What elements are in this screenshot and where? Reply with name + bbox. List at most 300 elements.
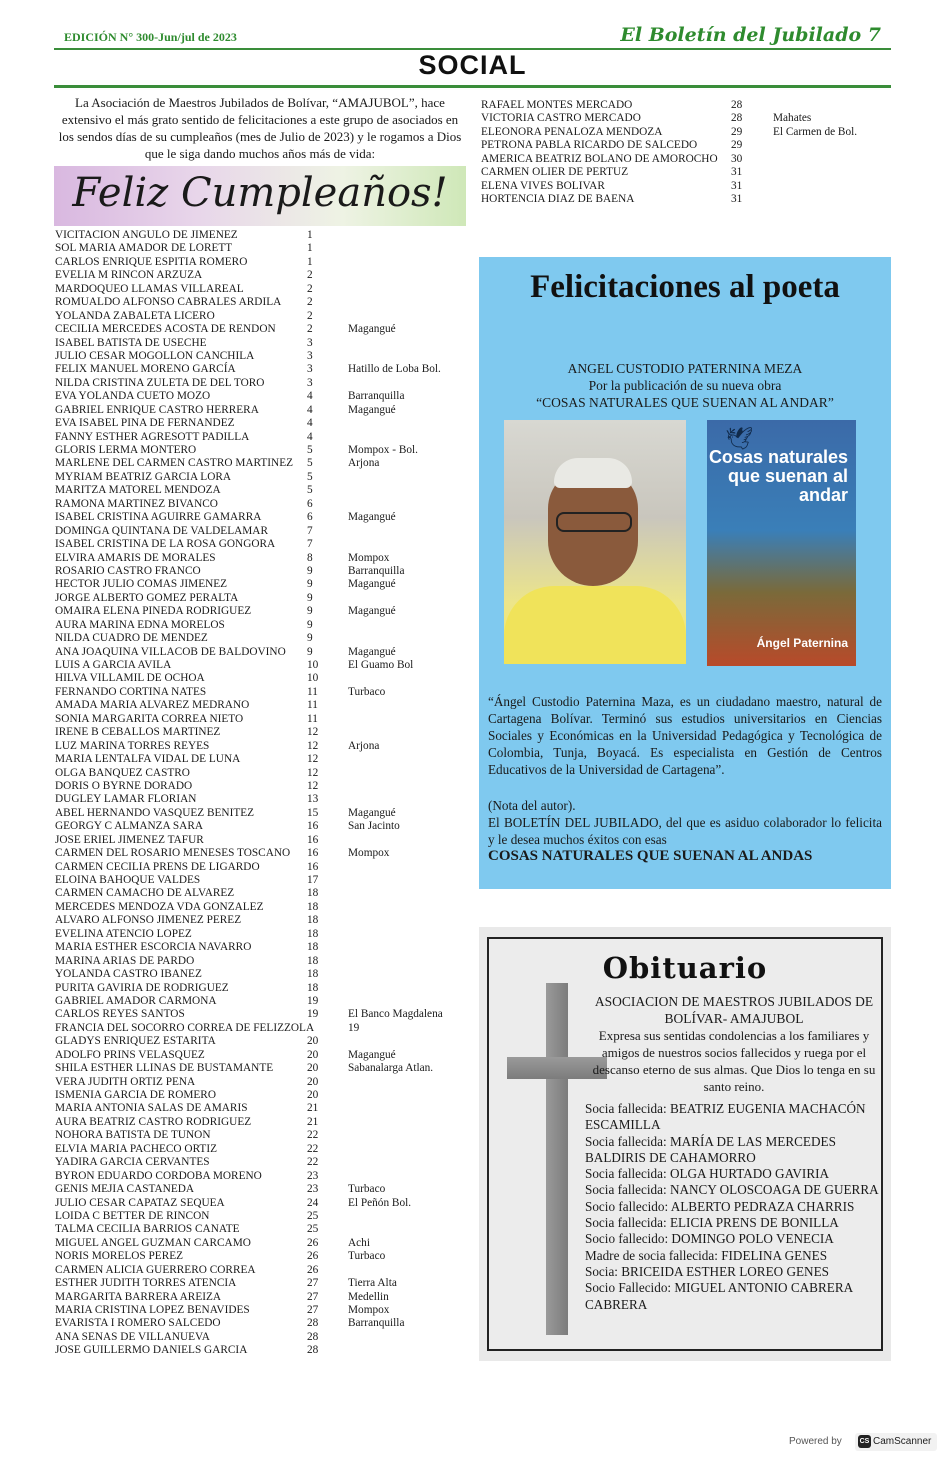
birthday-day: 25 xyxy=(307,1223,319,1236)
member-name: LUIS A GARCIA AVILA xyxy=(55,659,172,671)
birthday-day: 9 xyxy=(307,564,313,577)
member-name: CARMEN CECILIA PRENS DE LIGARDO xyxy=(55,860,260,873)
birthday-row xyxy=(55,941,475,954)
birthday-day: 28 xyxy=(731,99,743,111)
obituary-list xyxy=(585,1101,881,1313)
camscanner-badge xyxy=(855,1433,937,1451)
birthday-day: 11 xyxy=(307,712,318,725)
birthday-place: Mompox - Bol. xyxy=(348,444,418,456)
member-name: MERCEDES MENDOZA VDA GONZALEZ xyxy=(55,900,264,913)
birthday-row xyxy=(55,767,475,780)
birthday-row xyxy=(55,377,475,390)
poet-title: Felicitaciones al poeta xyxy=(530,269,840,305)
birthday-place: Arjona xyxy=(348,739,380,752)
member-name: FELIX MANUEL MORENO GARCÍA xyxy=(55,363,236,376)
birthday-row xyxy=(55,1291,475,1304)
member-name: ISABEL CRISTINA AGUIRRE GAMARRA xyxy=(55,511,262,524)
birthday-row xyxy=(55,1331,475,1344)
member-name: MARIA ANTONIA SALAS DE AMARIS xyxy=(55,1102,248,1115)
birthday-row xyxy=(55,619,475,632)
member-name: JOSE GUILLERMO DANIELS GARCIA xyxy=(55,1344,248,1357)
obituary-entry: Socia fallecida: OLGA HURTADO GAVIRIA xyxy=(585,1166,830,1182)
birthday-day: 28 xyxy=(307,1344,319,1357)
birthday-row xyxy=(55,659,475,672)
birthday-day: 9 xyxy=(307,605,313,618)
birthday-row xyxy=(55,1344,475,1357)
birthday-row xyxy=(55,1183,475,1196)
birthday-place: El Guamo Bol xyxy=(348,659,414,671)
poet-subtitle: Por la publicación de su nueva obra xyxy=(588,378,782,393)
birthday-row xyxy=(55,1237,475,1250)
banner-text: Feliz Cumpleaños! xyxy=(72,170,448,216)
member-name: ROSARIO CASTRO FRANCO xyxy=(55,564,201,577)
birthday-place: Magangué xyxy=(348,403,396,416)
member-name: SOL MARIA AMADOR DE LORETT xyxy=(55,242,233,255)
birthday-day: 4 xyxy=(307,430,313,443)
birthday-row xyxy=(55,1143,475,1156)
birthday-day: 2 xyxy=(307,309,313,322)
obituary-title: Obituario xyxy=(602,951,768,985)
member-name: GABRIEL AMADOR CARMONA xyxy=(55,994,217,1007)
birthday-row xyxy=(55,310,475,323)
birthday-row xyxy=(481,153,891,166)
birthday-row xyxy=(55,646,475,659)
birthday-row xyxy=(55,350,475,363)
birthday-row xyxy=(55,578,475,591)
birthday-day: 26 xyxy=(307,1236,319,1249)
member-name: DOMINGA QUINTANA DE VALDELAMAR xyxy=(55,524,269,537)
birthday-place: Turbaco xyxy=(348,1250,386,1263)
birthday-day: 23 xyxy=(307,1169,319,1182)
birthday-day: 18 xyxy=(307,968,319,981)
birthday-day: 11 xyxy=(307,699,318,712)
member-name: MYRIAM BEATRIZ GARCIA LORA xyxy=(55,470,232,483)
birthday-day: 3 xyxy=(307,363,313,376)
birthday-day: 30 xyxy=(731,152,743,165)
member-name: ISMENIA GARCIA DE ROMERO xyxy=(55,1089,216,1101)
member-name: EVELIA M RINCON ARZUZA xyxy=(55,269,203,282)
birthday-day: 27 xyxy=(307,1290,319,1303)
birthday-place: Hatillo de Loba Bol. xyxy=(348,363,441,376)
member-name: AURA BEATRIZ CASTRO RODRIGUEZ xyxy=(55,1115,252,1128)
birthday-place: Mompox xyxy=(348,847,390,860)
birthday-row xyxy=(55,780,475,793)
member-name: EVA ISABEL PINA DE FERNANDEZ xyxy=(55,417,235,430)
birthday-row xyxy=(55,1197,475,1210)
birthday-day: 18 xyxy=(307,900,319,913)
birthday-place: Turbaco xyxy=(348,685,386,698)
poet-photo xyxy=(504,420,686,664)
birthday-row xyxy=(55,390,475,403)
birthday-day: 12 xyxy=(307,779,319,792)
member-name: BYRON EDUARDO CORDOBA MORENO xyxy=(55,1169,262,1182)
member-name: ISABEL CRISTINA DE LA ROSA GONGORA xyxy=(55,538,276,551)
birthday-day: 23 xyxy=(307,1183,319,1196)
birthday-row xyxy=(55,538,475,551)
birthday-row xyxy=(55,887,475,900)
birthday-day: 17 xyxy=(307,874,319,886)
book-title: Cosas naturales que suenan al andar xyxy=(708,447,848,505)
member-name: EVELINA ATENCIO LOPEZ xyxy=(55,927,192,940)
birthday-day: 13 xyxy=(307,793,319,806)
birthday-row xyxy=(55,699,475,712)
member-name: VERA JUDITH ORTIZ PENA xyxy=(55,1075,196,1088)
birthday-day: 28 xyxy=(307,1317,319,1330)
birthday-row xyxy=(55,457,475,470)
birthday-day: 27 xyxy=(307,1304,319,1316)
birthday-place: El Carmen de Bol. xyxy=(773,125,858,138)
birthday-day: 4 xyxy=(307,390,313,403)
birthday-place: San Jacinto xyxy=(348,820,400,833)
birthday-day: 7 xyxy=(307,524,313,537)
birthday-day: 18 xyxy=(307,887,319,900)
member-name: YADIRA GARCIA CERVANTES xyxy=(55,1156,210,1169)
birthday-row xyxy=(55,901,475,914)
member-name: AMERICA BEATRIZ BOLANO DE AMOROCHO xyxy=(481,152,718,165)
birthday-day: 20 xyxy=(307,1035,319,1048)
obituary-entry: Socio Fallecido: MIGUEL ANTONIO CABRERA CABRERA xyxy=(585,1280,853,1312)
member-name: NILDA CUADRO DE MENDEZ xyxy=(55,632,208,645)
birthday-row xyxy=(55,1116,475,1129)
birthday-place: Magangué xyxy=(348,323,396,336)
birthday-place: Barranquilla xyxy=(348,564,405,577)
birthday-place: Achi xyxy=(348,1236,370,1249)
member-name: ELVIA MARIA PACHECO ORTIZ xyxy=(55,1142,217,1155)
birthday-day: 21 xyxy=(307,1115,319,1128)
member-name: AURA MARINA EDNA MORELOS xyxy=(55,618,225,631)
birthday-row xyxy=(55,686,475,699)
poet-note xyxy=(488,797,882,848)
member-name: VICTORIA CASTRO MERCADO xyxy=(481,112,641,125)
birthday-day: 31 xyxy=(731,179,743,192)
birthday-place: Barranquilla xyxy=(348,390,405,403)
cross-icon xyxy=(546,983,568,1335)
member-name: ADOLFO PRINS VELASQUEZ xyxy=(55,1048,205,1061)
member-name: GLORIS LERMA MONTERO xyxy=(55,444,197,456)
member-name: OMAIRA ELENA PINEDA RODRIGUEZ xyxy=(55,605,252,618)
birthday-place: Mompox xyxy=(348,551,390,564)
member-name: ABEL HERNANDO VASQUEZ BENITEZ xyxy=(55,806,255,819)
birthday-day: 6 xyxy=(307,497,313,510)
birthday-place: Mahates xyxy=(773,112,812,125)
poet-congrats-box xyxy=(479,257,891,889)
obituary-entry: Socia fallecida: ELICIA PRENS DE BONILLA xyxy=(585,1215,839,1231)
birthday-day: 12 xyxy=(307,766,319,779)
member-name: FANNY ESTHER AGRESOTT PADILLA xyxy=(55,430,250,443)
birthday-row xyxy=(55,995,475,1008)
member-name: CARMEN ALICIA GUERRERO CORREA xyxy=(55,1263,256,1276)
birthday-row xyxy=(55,834,475,847)
birthday-day: 9 xyxy=(307,632,313,645)
birthday-row xyxy=(55,484,475,497)
birthday-row xyxy=(55,1008,475,1021)
birthday-day: 3 xyxy=(307,376,313,389)
birthday-day: 22 xyxy=(307,1129,319,1142)
birthday-day: 22 xyxy=(307,1142,319,1155)
birthday-row xyxy=(55,632,475,645)
birthday-row xyxy=(55,1022,475,1035)
birthday-day: 16 xyxy=(307,820,319,833)
birthday-row xyxy=(55,498,475,511)
birthday-row xyxy=(55,1210,475,1223)
birthday-row xyxy=(55,1250,475,1263)
member-name: FRANCIA DEL SOCORRO CORREA DE FELIZZOLA xyxy=(55,1021,315,1034)
birthday-banner xyxy=(54,166,466,226)
birthday-row xyxy=(55,565,475,578)
birthday-place: Mompox xyxy=(348,1304,390,1316)
obituary-entry: Socia: BRICEIDA ESTHER LOREO GENES xyxy=(585,1263,829,1279)
birthday-day: 1 xyxy=(307,242,313,255)
member-name: MARITZA MATOREL MENDOZA xyxy=(55,484,221,497)
birthday-place: Tierra Alta xyxy=(348,1277,397,1290)
birthday-row xyxy=(55,1129,475,1142)
birthday-row xyxy=(55,1170,475,1183)
newspaper-title: El Boletín del Jubilado 7 xyxy=(620,24,881,46)
birthday-place: 19 xyxy=(348,1021,360,1034)
powered-by: Powered by xyxy=(789,1436,842,1447)
member-name: RAFAEL MONTES MERCADO xyxy=(481,99,633,111)
member-name: YOLANDA CASTRO IBANEZ xyxy=(55,968,202,981)
birthday-day: 31 xyxy=(731,193,743,206)
birthday-row xyxy=(55,928,475,941)
section-divider xyxy=(54,85,891,88)
birthday-row xyxy=(55,269,475,282)
birthday-row xyxy=(55,296,475,309)
birthday-row xyxy=(481,180,891,193)
birthday-day: 3 xyxy=(307,336,313,349)
birthday-day: 2 xyxy=(307,296,313,309)
birthday-row xyxy=(55,229,475,242)
birthday-day: 9 xyxy=(307,591,313,604)
birthday-day: 18 xyxy=(307,954,319,967)
birthday-day: 19 xyxy=(307,994,319,1007)
poet-final: COSAS NATURALES QUE SUENAN AL ANDAS xyxy=(488,848,813,864)
birthday-place: Arjona xyxy=(348,457,380,470)
poet-work: “COSAS NATURALES QUE SUENAN AL ANDAR” xyxy=(536,395,834,410)
birthday-row xyxy=(55,1264,475,1277)
member-name: VICITACION ANGULO DE JIMENEZ xyxy=(55,229,238,241)
birthday-place: Magangué xyxy=(348,511,396,524)
member-name: CARLOS ENRIQUE ESPITIA ROMERO xyxy=(55,255,248,268)
birthday-row xyxy=(55,1089,475,1102)
birthday-row xyxy=(55,363,475,376)
birthday-place: Magangué xyxy=(348,578,396,591)
member-name: GEORGY C ALMANZA SARA xyxy=(55,820,204,833)
birthday-row xyxy=(55,982,475,995)
obituary-entry: Socio fallecido: ALBERTO PEDRAZA CHARRIS xyxy=(585,1198,855,1214)
member-name: ISABEL BATISTA DE USECHE xyxy=(55,336,207,349)
birthday-row xyxy=(55,847,475,860)
birthday-day: 9 xyxy=(307,618,313,631)
member-name: MIGUEL ANGEL GUZMAN CARCAMO xyxy=(55,1236,251,1249)
birthday-place: Magangué xyxy=(348,645,396,658)
birthday-row xyxy=(55,1304,475,1317)
birthday-row xyxy=(481,126,891,139)
birthday-row xyxy=(55,861,475,874)
member-name: EVA YOLANDA CUETO MOZO xyxy=(55,390,211,403)
birthday-day: 18 xyxy=(307,927,319,940)
birthday-row xyxy=(55,511,475,524)
birthday-day: 4 xyxy=(307,417,313,430)
member-name: NORIS MORELOS PEREZ xyxy=(55,1250,184,1263)
birthday-row xyxy=(481,193,891,206)
birthday-row xyxy=(55,740,475,753)
birthday-day: 29 xyxy=(731,139,743,152)
member-name: MARIA CRISTINA LOPEZ BENAVIDES xyxy=(55,1304,250,1316)
birthday-day: 18 xyxy=(307,914,319,927)
birthday-day: 2 xyxy=(307,269,313,282)
birthday-place: Barranquilla xyxy=(348,1317,405,1330)
birthday-day: 11 xyxy=(307,685,318,698)
birthday-day: 25 xyxy=(307,1209,319,1222)
obituary-entry: Socio fallecido: DOMINGO POLO VENECIA xyxy=(585,1231,834,1247)
member-name: GABRIEL ENRIQUE CASTRO HERRERA xyxy=(55,403,259,416)
birthday-day: 5 xyxy=(307,457,313,470)
birthday-day: 7 xyxy=(307,538,313,551)
note-label: (Nota del autor). xyxy=(488,798,576,813)
birthday-day: 6 xyxy=(307,511,313,524)
member-name: JOSE ERIEL JIMENEZ TAFUR xyxy=(55,833,204,846)
birthday-row xyxy=(55,713,475,726)
obituary-box xyxy=(479,927,891,1361)
member-name: LUZ MARINA TORRES REYES xyxy=(55,739,210,752)
birthday-row xyxy=(55,431,475,444)
birthday-day: 3 xyxy=(307,349,313,362)
birthday-row xyxy=(55,874,475,887)
intro-paragraph: La Asociación de Maestros Jubilados de Bolívar, “AMAJUBOL”, hace extensivo el más grato sentido de felicitaciones a este grupo de asociados en los sendos días de su cumpleaños (mes de Julio de 2023) y le rogamos a Dios que le siga dando muchos años más de vida: xyxy=(58,95,462,161)
member-name: GENIS MEJIA CASTANEDA xyxy=(55,1183,195,1196)
member-name: ELENA VIVES BOLIVAR xyxy=(481,179,605,192)
birthday-list-right xyxy=(481,99,891,207)
birthday-day: 12 xyxy=(307,753,319,766)
birthday-row xyxy=(55,726,475,739)
member-name: PURITA GAVIRIA DE RODRIGUEZ xyxy=(55,981,229,994)
birthday-day: 28 xyxy=(307,1330,319,1343)
birthday-day: 24 xyxy=(307,1196,319,1209)
birthday-row xyxy=(55,256,475,269)
birthday-row xyxy=(55,955,475,968)
member-name: OLGA BANQUEZ CASTRO xyxy=(55,766,190,779)
birthday-row xyxy=(55,592,475,605)
camscanner-icon: CS xyxy=(858,1435,871,1448)
birthday-day: 4 xyxy=(307,403,313,416)
birthday-row xyxy=(55,1102,475,1115)
member-name: HECTOR JULIO COMAS JIMENEZ xyxy=(55,578,228,591)
birthday-day: 20 xyxy=(307,1048,319,1061)
birthday-row xyxy=(55,1049,475,1062)
obituary-entry: Socia fallecida: NANCY OLOSCOAGA DE GUERRA xyxy=(585,1182,879,1198)
obituary-association: ASOCIACION DE MAESTROS JUBILADOS DE BOLÍVAR- AMAJUBOL xyxy=(594,994,874,1026)
birthday-day: 19 xyxy=(307,1008,319,1021)
birthday-day: 9 xyxy=(307,578,313,591)
poet-quote: “Ángel Custodio Paternina Maza, es un ciudadano maestro, natural de Cartagena Bolívar. Terminó sus estudios universitarios en Ciencias Sociales y Económicas en la Universidad Pedagógica y Tecnológica de Colombia, Tunja, Boyacá. Es especialista en Gestión de Centros Educativos de la Universidad de Cartagena”. xyxy=(488,694,882,777)
birthday-row xyxy=(55,1223,475,1236)
poet-name: ANGEL CUSTODIO PATERNINA MEZA xyxy=(567,361,803,376)
member-name: CECILIA MERCEDES ACOSTA DE RENDON xyxy=(55,323,276,336)
member-name: HORTENCIA DIAZ DE BAENA xyxy=(481,193,635,206)
birthday-day: 20 xyxy=(307,1075,319,1088)
birthday-day: 5 xyxy=(307,470,313,483)
member-name: CARMEN CAMACHO DE ALVAREZ xyxy=(55,887,235,900)
book-cover xyxy=(707,420,856,666)
birthday-place: Sabanalarga Atlan. xyxy=(348,1062,434,1075)
birthday-row xyxy=(55,753,475,766)
birthday-day: 20 xyxy=(307,1089,319,1101)
birthday-row xyxy=(55,672,475,685)
birthday-day: 1 xyxy=(307,229,313,241)
member-name: ESTHER JUDITH TORRES ATENCIA xyxy=(55,1277,237,1290)
obituary-message: Expresa sus sentidas condolencias a los familiares y amigos de nuestros socios fallecidos y ruega por el descanso eterno de sus almas. Que Dios lo tenga en su santo reino. xyxy=(592,1028,876,1094)
member-name: MARIA ESTHER ESCORCIA NAVARRO xyxy=(55,941,252,954)
birthday-row xyxy=(55,525,475,538)
member-name: AMADA MARIA ALVAREZ MEDRANO xyxy=(55,699,250,712)
member-name: RAMONA MARTINEZ BIVANCO xyxy=(55,497,218,510)
birthday-day: 12 xyxy=(307,726,319,739)
member-name: CARMEN DEL ROSARIO MENESES TOSCANO xyxy=(55,847,291,860)
member-name: SONIA MARGARITA CORREA NIETO xyxy=(55,712,244,725)
member-name: MARIA LENTALFA VIDAL DE LUNA xyxy=(55,753,241,766)
edition-label: EDICIÓN N° 300-Jun/jul de 2023 xyxy=(64,30,237,44)
birthday-day: 5 xyxy=(307,444,313,456)
obituary-entry: Socia fallecida: MARÍA DE LAS MERCEDES BALDIRIS DE CAHAMORRO xyxy=(585,1133,836,1165)
book-author: Ángel Paternina xyxy=(756,636,848,650)
birthday-day: 2 xyxy=(307,282,313,295)
member-name: MARINA ARIAS DE PARDO xyxy=(55,954,195,967)
birthday-row xyxy=(481,112,891,125)
birthday-day: 9 xyxy=(307,645,313,658)
birthday-row xyxy=(55,968,475,981)
birthday-row xyxy=(55,1035,475,1048)
member-name: YOLANDA ZABALETA LICERO xyxy=(55,309,215,322)
birthday-row xyxy=(55,404,475,417)
birthday-day: 16 xyxy=(307,860,319,873)
birthday-place: Magangué xyxy=(348,806,396,819)
birthday-row xyxy=(55,1076,475,1089)
member-name: SHILA ESTHER LLINAS DE BUSTAMANTE xyxy=(55,1062,274,1075)
member-name: ELVIRA AMARIS DE MORALES xyxy=(55,551,216,564)
birthday-day: 21 xyxy=(307,1102,319,1115)
member-name: MARGARITA BARRERA AREIZA xyxy=(55,1290,222,1303)
birthday-day: 5 xyxy=(307,484,313,497)
birthday-row xyxy=(55,1062,475,1075)
birthday-day: 31 xyxy=(731,166,743,179)
birthday-day: 16 xyxy=(307,833,319,846)
birthday-row xyxy=(55,914,475,927)
member-name: ELOINA BAHOQUE VALDES xyxy=(55,874,201,886)
birthday-place: Magangué xyxy=(348,605,396,618)
birthday-day: 18 xyxy=(307,941,319,954)
birthday-row xyxy=(481,166,891,179)
member-name: JULIO CESAR MOGOLLON CANCHILA xyxy=(55,349,255,362)
note-text: El BOLETÍN DEL JUBILADO, del que es asiduo colaborador lo felicita y le desea muchos éxitos con esas xyxy=(488,815,882,847)
birthday-day: 10 xyxy=(307,659,319,671)
birthday-row xyxy=(55,417,475,430)
section-title: SOCIAL xyxy=(418,50,527,80)
birthday-row xyxy=(55,605,475,618)
birthday-day: 15 xyxy=(307,806,319,819)
birthday-row xyxy=(55,552,475,565)
member-name: NILDA CRISTINA ZULETA DE DEL TORO xyxy=(55,376,265,389)
birthday-day: 22 xyxy=(307,1156,319,1169)
member-name: JORGE ALBERTO GOMEZ PERALTA xyxy=(55,591,239,604)
member-name: ANA SENAS DE VILLANUEVA xyxy=(55,1330,210,1343)
birthday-place: Magangué xyxy=(348,1048,396,1061)
birthday-row xyxy=(55,1156,475,1169)
poet-heading xyxy=(479,360,891,411)
birthday-row xyxy=(55,337,475,350)
birthday-row xyxy=(55,793,475,806)
member-name: ALVARO ALFONSO JIMENEZ PEREZ xyxy=(55,914,242,927)
